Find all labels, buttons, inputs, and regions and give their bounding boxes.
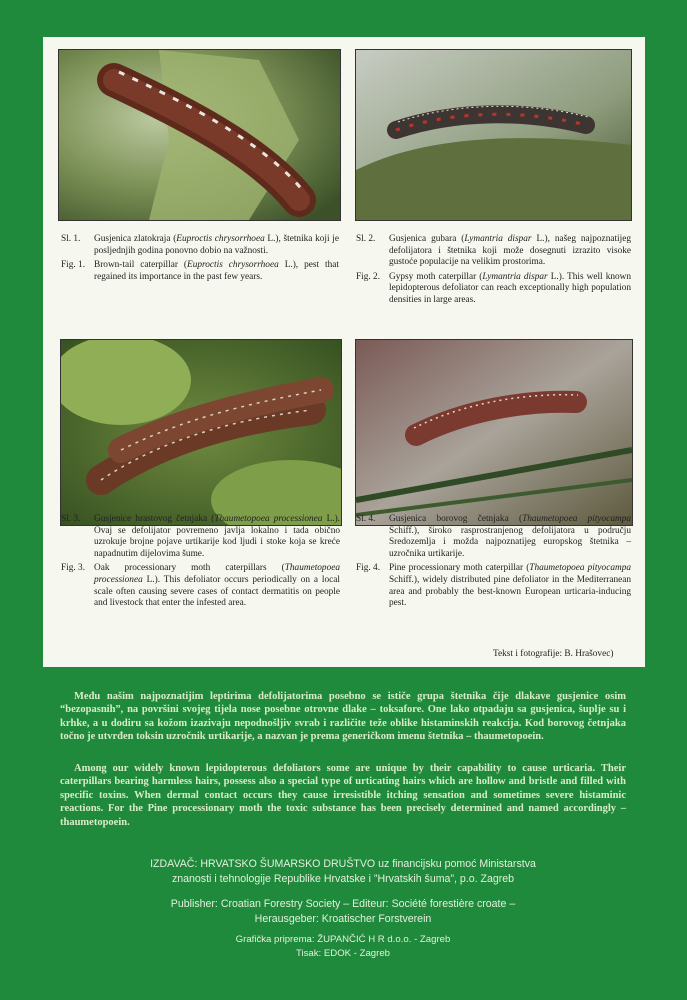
caption-text-en: Brown-tail caterpillar ( [94,260,188,271]
species-name: Thaumetopoea pityocampa [522,514,631,524]
photo-gypsy-moth-caterpillar [355,49,632,221]
caption-label-hr: Sl. 1. [61,234,81,244]
photo-credit: Tekst i fotografije: B. Hrašovec) [493,649,614,659]
caption-text-en: Pine processionary moth caterpillar ( [389,563,530,574]
caption-label-en: Fig. 1. [61,260,86,271]
species-name: Euproctis chrysorrhoea [187,260,279,271]
caption-figure-3 [61,514,340,613]
publisher-line: Publisher: Croatian Forestry Society – Editeur: Société forestière croate – [170,898,516,910]
caption-label-hr: Sl. 2. [356,234,376,244]
caption-text-hr: Gusjenice hrastovog četnjaka ( [94,514,215,524]
publisher-line: znanosti i tehnologije Republike Hrvatske i ”Hrvatskih šuma”, p.o. Zagreb [171,873,515,885]
caption-text-hr: Gusjenica gubara ( [389,234,465,244]
photo-oak-processionary-caterpillars [60,339,342,526]
caption-figure-1 [61,234,339,286]
caption-figure-4 [356,514,631,613]
prepress-line: Grafička priprema: ŽUPANČIĆ H R d.o.o. - Zagreb [235,934,451,945]
caption-label-en: Fig. 2. [356,271,381,282]
caption-text-hr: Gusjenica borovog četnjaka ( [389,514,523,524]
caption-text-en: L.). This well known lepidopterous defoliator can reach exceptionally high population densities in large areas. [389,271,631,305]
print-credits [60,933,626,961]
caption-text-hr: Schiff.), široko rasprostranjenog defolijatora u području Sredozemlja i možda najpoznatijeg europskog štetnika – uzročnika urtikarije. [389,525,631,559]
caption-label-hr: Sl. 4. [356,514,376,524]
caption-figure-2 [356,234,631,310]
caption-text-hr: L.), štetnika koji je posljednjih godina ponovno dobio na važnosti. [94,234,339,256]
caption-text-en: Oak processionary moth caterpillars ( [94,563,285,574]
caption-text-hr: Gusjenica zlatokraja ( [94,234,177,244]
species-name: Thaumetopoea processionea [94,563,340,585]
figures-panel [43,37,645,667]
caption-text-en: Gypsy moth caterpillar ( [389,271,483,282]
publisher-croatian [60,857,626,887]
species-name: Lymantria dispar [482,271,548,282]
photo-pine-processionary-caterpillar [355,339,633,526]
caption-text-hr: L.), našeg najpoznatijeg defolijatora i štetnika koji može dosegnuti izrazito visoke gustoće populacije na velikim prostorima. [389,234,631,268]
caption-text-en: L.), pest that regained its importance in the past few years. [94,260,340,282]
paragraph-croatian: Među našim najpoznatijim leptirima defolijatorima posebno se ističe grupa štetnika čije dlakave gusjenice osim “bezopasnih”, na površini svojeg tijela nose posebne otrovne dlake – toksafore. One lako otpadaju sa gusjenica, šuplje su i krhke, a u dodiru sa kožom izazivaju nepodnošljiv svrab i različite teže oblike histaminskih reakcija. Kod borovog četnjaka točno je utvrđen toksin uzročnik urtikarije, a nazvan je prema generičkom imenu štetnika – thaumetopoein. [60,691,626,743]
species-name: Thaumetopoea processionea [214,514,323,524]
species-name: Thaumetopoea pityocampa [529,563,631,574]
photo-brown-tail-caterpillar [58,49,341,221]
species-name: Euproctis chrysorrhoea [176,234,265,244]
paragraph-english: Among our widely known lepidopterous defoliators some are unique by their capability to cause urticaria. Their caterpillars bearing harmless hairs, possess also a special type of urticating hairs which are hollow and bristle and filled with specific toxins. When dermal contact occurs they cause irresistible itching sensation and sometimes severe histaminic reactions. For the Pine processionary moth the toxic substance has been precisely determined and named accordingly – thaumetopoein. [60,763,626,828]
caption-text-en: L.). This defoliator occurs periodically on a local scale often causing severe cases of contact dermatitis on people and livestock that enter the infested area. [94,574,340,609]
species-name: Lymantria dispar [464,234,532,244]
caption-text-hr: L.). Ovaj se defolijator povremeno javlja lokalno i tada obično uzrokuje brojne pojave urtikarije kod ljudi i stoke koja se kreće napadnutim dijelovima šume. [94,514,340,559]
printer-line: Tisak: EDOK - Zagreb [295,948,390,959]
caption-text-en: Schiff.), widely distributed pine defoliator in the Mediterranean area and probably the best-known European urticaria-inducing pest. [389,574,631,609]
caption-label-en: Fig. 4. [356,563,381,574]
publisher-line: Herausgeber: Kroatischer Forstverein [254,913,432,925]
caption-label-en: Fig. 3. [61,563,86,574]
publisher-multilingual [60,897,626,927]
caption-label-hr: Sl. 3. [61,514,81,524]
publisher-line: IZDAVAČ: HRVATSKO ŠUMARSKO DRUŠTVO uz financijsku pomoć Ministarstva [150,858,536,870]
